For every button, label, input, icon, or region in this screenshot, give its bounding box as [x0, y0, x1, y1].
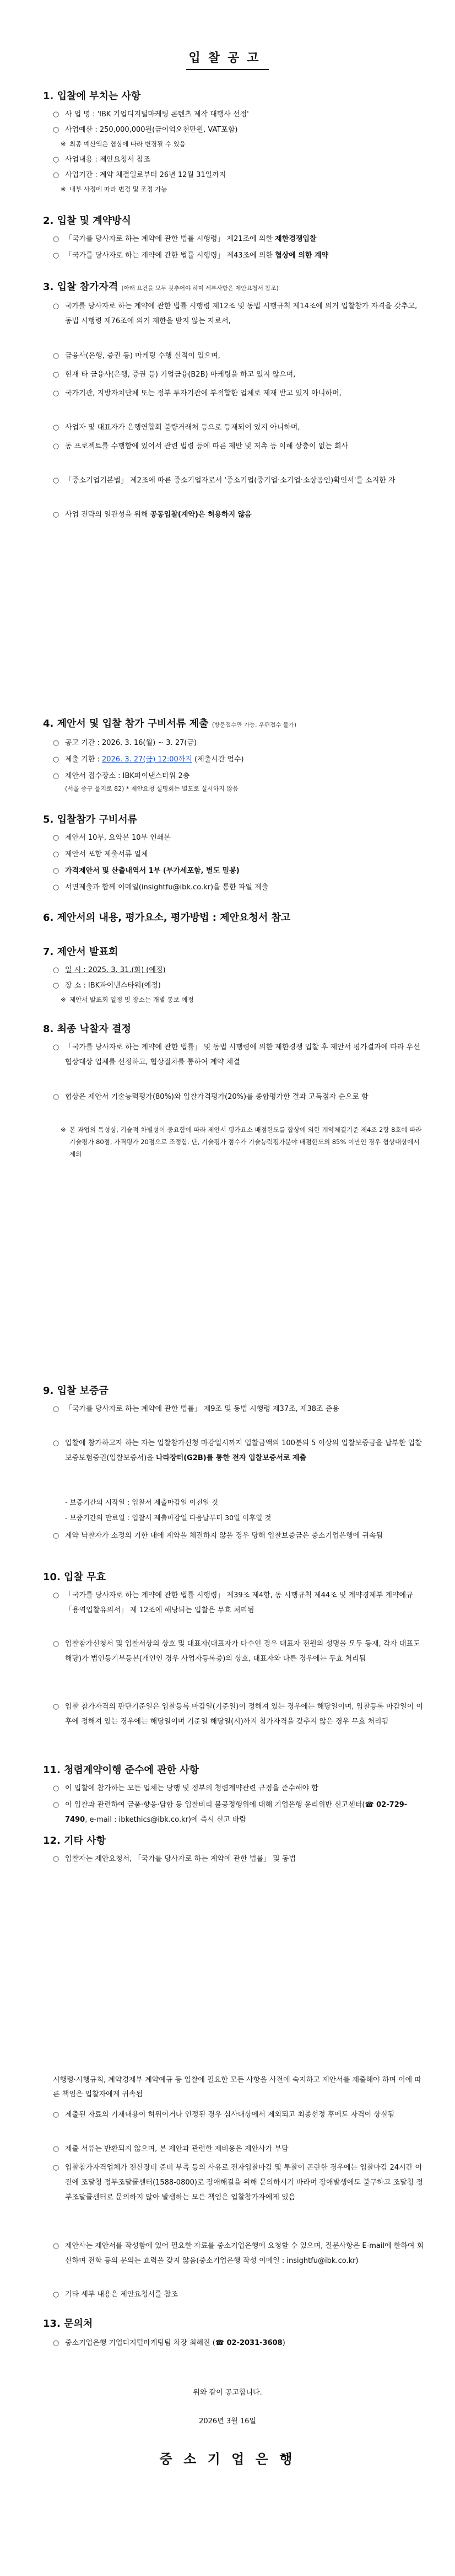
s9-dash-1: - 보증기간의 시작일 : 입찰서 제출마감일 이전일 것 [65, 1498, 219, 1506]
circle-bullet-icon: ○ [53, 251, 59, 260]
s2-item-1: ○ 「국가를 당사자로 하는 계약에 관한 법률 시행령」 제21조에 의한 제한경쟁입찰 [53, 232, 425, 246]
circle-bullet-icon: ○ [53, 235, 59, 243]
circle-bullet-icon: ○ [53, 1405, 59, 1413]
s12-item-2: ○ 제출된 자료의 기재내용이 허위이거나 인정된 경우 심사대상에서 제외되고 최종선정 후에도 자격이 상실됨 [53, 2107, 425, 2122]
circle-bullet-icon: ○ [53, 2145, 59, 2153]
s1-item-2: ○ 사업예산 : 250,000,000원(금이억오천만원, VAT포함) [53, 122, 425, 137]
section-7-heading: 7. 제안서 발표회 [43, 946, 118, 958]
s4-item-3: ○ 제안서 접수장소 : IBK파이낸스타워 2층 [53, 769, 425, 783]
asterisk-icon: ※ [61, 1126, 66, 1134]
asterisk-icon: ※ [61, 140, 66, 148]
circle-bullet-icon: ○ [53, 442, 59, 450]
s3-item-2: ○ 금융사(은행, 증권 등) 마케팅 수행 실적이 있으며, [53, 348, 425, 363]
circle-bullet-icon: ○ [53, 867, 59, 875]
s8-note-1: ※ 본 과업의 특성상, 기술적 차별성이 중요함에 따라 제안서 평가요소 배점한도를 합상에 의한 계약체결기준 제4조 2항 8호에 따라 기술평가 80점, 가격평가 20점으로 조정함. 단, 기술평가 점수가 기술능력평가분야 배점한도의 85% 이만인 경우 협상대상에서 제외 [61, 1124, 424, 1160]
circle-bullet-icon: ○ [53, 2290, 59, 2299]
circle-bullet-icon: ○ [53, 1640, 59, 1648]
s12-continuation: 시행령·시행규칙, 계약경제부 계약예규 등 입찰에 필요한 모든 사항을 사전에 숙지하고 제안서를 제출해야 하며 이에 따른 책임은 입찰자에게 귀속됨 [53, 2076, 421, 2099]
asterisk-icon: ※ [61, 996, 66, 1003]
circle-bullet-icon: ○ [53, 966, 59, 974]
asterisk-icon: ※ [61, 185, 66, 193]
section-11-heading: 11. 청렴계약이행 준수에 관한 사항 [43, 1764, 199, 1776]
s3-item-7: ○ 「중소기업기본법」 제2조에 따른 중소기업자로서 '중소기업(중기업·소기업·소상공인)확인서'를 소지한 자 [53, 473, 425, 488]
s3-item-3: ○ 현재 타 금융사(은행, 증권 등) 기업금융(B2B) 마케팅을 하고 있지 않으며, [53, 367, 425, 382]
circle-bullet-icon: ○ [53, 1784, 59, 1793]
s3-item-8: ○ 사업 전략의 일관성을 위해 공동입찰(계약)은 허용하지 않음 [53, 507, 425, 522]
s3-item-6: ○ 동 프로젝트를 수행함에 있어서 관련 법령 등에 따른 제반 및 저촉 등 이해 상충이 없는 회사 [53, 439, 425, 454]
s3-item-5: ○ 사업자 및 대표자가 은행연합회 불량거래처 등으로 등재되어 있지 아니하며, [53, 420, 425, 435]
s12-item-4: ○ 입찰참가자격업체가 전산장비 준비 부족 등의 사유로 전자입찰마감 및 투찰이 곤란한 경우에는 입찰마감 24시간 이전에 조달청 정부조달콜센터(1588-0800)로 장애해결을 위해 문의하시기 바라며 장애발생에도 불구하고 조달청 정부조달콜센터로 문의하지 않아 발생하는 모든 책임은 입찰참가자에게 있음 [53, 2160, 425, 2205]
circle-bullet-icon: ○ [53, 2339, 59, 2347]
section-6-heading: 6. 제안서의 내용, 평가요소, 평가방법 : 제안요청서 참고 [43, 912, 291, 924]
s1-item-3: ○ 사업내용 : 제안요청서 참조 [53, 152, 425, 167]
issuer-name: 중 소 기 업 은 행 [159, 2451, 296, 2467]
section-10-heading: 10. 입찰 무효 [43, 1571, 106, 1583]
circle-bullet-icon: ○ [53, 126, 59, 134]
circle-bullet-icon: ○ [53, 302, 59, 310]
section-12-heading: 12. 기타 사항 [43, 1835, 106, 1847]
s9-item-1: ○ 「국가를 당사자로 하는 계약에 관한 법률」 제9조 및 동법 시행령 제37조, 제38조 준용 [53, 1402, 425, 1416]
page-title: 입찰공고 [0, 49, 455, 70]
circle-bullet-icon: ○ [53, 1532, 59, 1540]
closing-notice: 위와 같이 공고합니다. [193, 2389, 262, 2397]
s7-item-2: ○ 장 소 : IBK파이낸스타워(예정) [53, 978, 425, 993]
s3-item-4: ○ 국가기관, 지방자치단체 또는 정부 투자기관에 부적합한 업체로 제재 받고 있지 아니하며, [53, 386, 425, 401]
s3-item-1: ○ 국가를 당사자로 하는 계약에 관한 법률 시행령 제12조 및 동법 시행규칙 제14조에 의거 입찰참가 자격을 갖추고, 동법 시행령 제76조에 의거 제한을 받지 않는 자로서, [53, 299, 425, 329]
s13-item-1: ○ 중소기업은행 기업디지털마케팅팀 차장 최혜진 (☎ 02-2031-3608) [53, 2336, 425, 2350]
s4-item-3-sub: (서울 중구 을지로 82) * 제안요청 설명회는 별도로 실시하지 않음 [65, 785, 239, 792]
s2-item-2: ○ 「국가를 당사자로 하는 계약에 관한 법률 시행령」 제43조에 의한 협상에 의한 계약 [53, 248, 425, 263]
s5-item-3: ○ 가격제안서 및 산출내역서 1부 (부가세포함, 별도 밀봉) [53, 863, 425, 878]
circle-bullet-icon: ○ [53, 1439, 59, 1447]
circle-bullet-icon: ○ [53, 511, 59, 519]
circle-bullet-icon: ○ [53, 155, 59, 164]
circle-bullet-icon: ○ [53, 772, 59, 780]
s11-item-1: ○ 이 입찰에 참가하는 모든 업체는 당행 및 정부의 청렴계약관련 규정을 준수해야 함 [53, 1781, 425, 1796]
circle-bullet-icon: ○ [53, 1855, 59, 1863]
circle-bullet-icon: ○ [53, 981, 59, 990]
s8-item-1: ○ 「국가를 당사자로 하는 계약에 관한 법률」 및 동법 시행령에 의한 제한경쟁 입찰 후 제안서 평가결과에 따라 우선협상대상 업체를 선정하고, 협상절차를 통하여 계약 체결 [53, 1040, 425, 1070]
circle-bullet-icon: ○ [53, 1703, 59, 1711]
s1-note-1: ※ 최종 예산액은 협상에 따라 변경될 수 있음 [61, 138, 424, 150]
s10-item-3: ○ 입찰 참가자격의 판단기준일은 입찰등록 마감일(기준일)이 정해져 있는 경우에는 해당일이며, 입찰등록 마감일이 이후에 정해져 있는 경우에는 해당일이며 기준일 해당일(시)까지 참가자격을 갖추지 않은 경우 무효 처리됨 [53, 1699, 425, 1729]
circle-bullet-icon: ○ [53, 371, 59, 379]
circle-bullet-icon: ○ [53, 834, 59, 842]
circle-bullet-icon: ○ [53, 389, 59, 398]
section-2-heading: 2. 입찰 및 계약방식 [43, 215, 131, 227]
s12-item-6: ○ 기타 세부 내용은 제안요청서를 참조 [53, 2287, 425, 2302]
s4-item-2: ○ 제출 기한 : 2026. 3. 27(금) 12:00까지 (제출시간 엄수) [53, 752, 425, 767]
section-9-heading: 9. 입찰 보증금 [43, 1385, 109, 1397]
s7-note-1: ※ 제안서 발표회 일정 및 장소는 개별 통보 예정 [61, 994, 424, 1006]
s10-item-1: ○ 「국가를 당사자로 하는 계약에 관한 법률 시행령」 제39조 제4항, 동 시행규칙 제44조 및 계약경제부 계약예규 「용역입찰유의서」 제 12조에 해당되는 입찰은 무효 처리됨 [53, 1588, 425, 1618]
s9-item-3: ○ 계약 낙찰자가 소정의 기한 내에 계약을 체결하지 않을 경우 당해 입찰보증금은 중소기업은행에 귀속됨 [53, 1528, 425, 1543]
circle-bullet-icon: ○ [53, 2242, 59, 2250]
circle-bullet-icon: ○ [53, 423, 59, 432]
circle-bullet-icon: ○ [53, 850, 59, 858]
s7-item-1: ○ 일 시 : 2025. 3. 31.(화) (예정) [53, 963, 425, 978]
s12-item-5: ○ 제안사는 제안서를 작성함에 있어 필요한 자료를 중소기업은행에 요청할 수 있으며, 질문사항은 E-mail에 한하여 회신하며 전화 등의 문의는 효력을 갖지 않음(중소기업은행 작성 이메일 : insightfu@ibk.co.kr) [53, 2239, 425, 2268]
section-4-heading: 4. 제안서 및 입찰 참가 구비서류 제출 (방문접수만 가능, 우편접수 불가) [43, 718, 297, 729]
s12-item-3: ○ 제출 서류는 반환되지 않으며, 본 제안과 관련한 제비용은 제안사가 부담 [53, 2142, 425, 2156]
s5-item-4: ○ 서면제출과 함께 이메일(insightfu@ibk.co.kr)을 통한 파일 제출 [53, 880, 425, 895]
circle-bullet-icon: ○ [53, 755, 59, 764]
section-5-heading: 5. 입찰참가 구비서류 [43, 814, 137, 825]
section-1-heading: 1. 입찰에 부치는 사항 [43, 90, 141, 102]
section-13-heading: 13. 문의처 [43, 2318, 93, 2330]
s4-item-1: ○ 공고 기간 : 2026. 3. 16(월) ~ 3. 27(금) [53, 736, 425, 750]
s5-item-2: ○ 제안서 포함 제출서류 일체 [53, 847, 425, 862]
section-3-heading: 3. 입찰 참가자격 (아래 요건을 모두 갖추어야 하며 세부사항은 제안요청서 참조) [43, 281, 279, 293]
s9-dash-2: - 보증기간의 만료일 : 입찰서 제출마감일 다음날부터 30일 이후일 것 [65, 1514, 272, 1522]
circle-bullet-icon: ○ [53, 883, 59, 892]
notice-date: 2026년 3월 16일 [199, 2417, 256, 2425]
circle-bullet-icon: ○ [53, 2111, 59, 2119]
s1-item-1: ○ 사 업 명 : 'IBK 기업디지털마케팅 콘텐츠 제작 대행사 선정' [53, 107, 425, 122]
s10-item-2: ○ 입찰참가신청서 및 입찰서상의 상호 및 대표자(대표자가 다수인 경우 대표자 전원의 성명을 모두 등재, 각자 대표도 해당)가 법인등기부등본(개인인 경우 사업자등록증)의 상호, 대표자와 다른 경우에는 무효 처리됨 [53, 1636, 425, 1666]
s1-note-2: ※ 내부 사정에 따라 변경 및 조정 가능 [61, 183, 424, 195]
s11-item-2: ○ 이 입찰과 관련하여 금품·향응·담합 등 입찰비리 불공정행위에 대해 기업은행 윤리위반 신고센터(☎ 02-729-7490, e-mail : ibkethics@ibk.co.kr)에 즉시 신고 바람 [53, 1797, 425, 1827]
s1-item-4: ○ 사업기간 : 계약 체결일로부터 26년 12월 31일까지 [53, 168, 425, 183]
circle-bullet-icon: ○ [53, 2164, 59, 2172]
s5-item-1: ○ 제안서 10부, 요약본 10부 인쇄본 [53, 830, 425, 845]
circle-bullet-icon: ○ [53, 1801, 59, 1809]
section-8-heading: 8. 최종 낙찰자 결정 [43, 1023, 131, 1035]
circle-bullet-icon: ○ [53, 739, 59, 747]
circle-bullet-icon: ○ [53, 1591, 59, 1600]
circle-bullet-icon: ○ [53, 110, 59, 119]
circle-bullet-icon: ○ [53, 476, 59, 485]
circle-bullet-icon: ○ [53, 352, 59, 360]
circle-bullet-icon: ○ [53, 1043, 59, 1051]
circle-bullet-icon: ○ [53, 1093, 59, 1101]
circle-bullet-icon: ○ [53, 171, 59, 179]
s8-item-2: ○ 협상은 제안서 기술능력평가(80%)와 입찰가격평가(20%)를 종합평가한 결과 고득점자 순으로 함 [53, 1090, 425, 1104]
s9-item-2: ○ 입찰에 참가하고자 하는 자는 입찰참가신청 마감일시까지 입찰금액의 100분의 5 이상의 입찰보증금을 납부한 입찰보증보험증권(입찰보증서)을 나라장터(G2B)를 통한 전자 입찰보증서로 제출 [53, 1436, 425, 1466]
s12-item-1: ○ 입찰자는 제안요청서, 「국가를 당사자로 하는 계약에 관한 법률」 및 동법 [53, 1852, 425, 1866]
